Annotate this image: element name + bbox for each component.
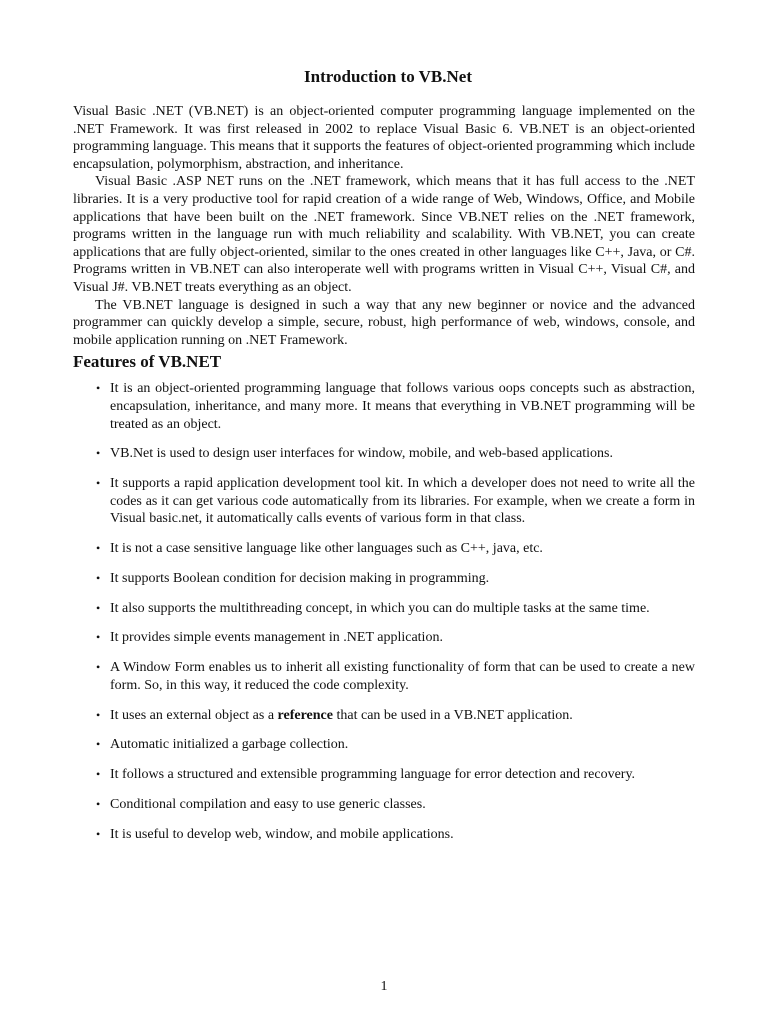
list-item-text: VB.Net is used to design user interfaces for window, mobile, and web-based applications. xyxy=(110,446,613,462)
document-page xyxy=(73,66,695,855)
list-item-reference xyxy=(73,707,695,725)
bullet-icon: • xyxy=(96,446,101,461)
list-item xyxy=(73,570,695,588)
list-item xyxy=(73,600,695,618)
list-item-text: It is not a case sensitive language like other languages such as C++, java, etc. xyxy=(110,541,543,557)
bullet-icon: • xyxy=(96,826,101,841)
design-paragraph: The VB.NET language is designed in such a way that any new beginner or novice and the advanced programmer can quickly develop a simple, secure, robust, high performance of web, windows, console, and mobile application running on .NET Framework. xyxy=(73,297,695,348)
bullet-icon: • xyxy=(96,381,101,396)
list-item xyxy=(73,445,695,463)
list-item-text: It provides simple events management in .NET application. xyxy=(110,630,443,646)
list-item xyxy=(73,826,695,844)
features-heading: Features of VB.NET xyxy=(73,352,222,372)
list-item xyxy=(73,475,695,528)
bullet-icon: • xyxy=(96,476,101,491)
list-item-text: Conditional compilation and easy to use generic classes. xyxy=(110,796,426,812)
reference-term: reference xyxy=(277,707,333,723)
list-item xyxy=(73,766,695,784)
bullet-icon: • xyxy=(96,570,101,585)
page-title: Introduction to VB.Net xyxy=(304,67,472,86)
features-list xyxy=(73,380,695,843)
list-item xyxy=(73,659,695,694)
list-item xyxy=(73,629,695,647)
bullet-icon: • xyxy=(96,600,101,615)
page-number: 1 xyxy=(380,979,388,994)
list-item xyxy=(73,380,695,433)
list-item-text: It supports a rapid application development tool kit. In which a developer does not need to write all the codes as it can get various code automatically from its libraries. For example, when we create a form in Visual basic.net, it automatically calls events of various form in that class. xyxy=(110,476,695,527)
bullet-icon: • xyxy=(96,796,101,811)
bullet-icon: • xyxy=(96,660,101,675)
list-item-text-after: that can be used in a VB.NET application. xyxy=(333,707,573,723)
bullet-icon: • xyxy=(96,541,101,556)
bullet-icon: • xyxy=(96,767,101,782)
list-item-text: It follows a structured and extensible programming language for error detection and recovery. xyxy=(110,767,636,783)
list-item-text: A Window Form enables us to inherit all existing functionality of form that can be used to create a new form. So, in this way, it reduced the code complexity. xyxy=(110,660,695,693)
list-item-text-before: It uses an external object as a xyxy=(110,707,278,723)
bullet-icon: • xyxy=(96,707,101,722)
list-item xyxy=(73,736,695,754)
list-item-text: It supports Boolean condition for decision making in programming. xyxy=(110,570,490,586)
framework-paragraph: Visual Basic .ASP NET runs on the .NET framework, which means that it has full access to the .NET libraries. It is a very productive tool for rapid creation of a wide range of Web, Windows, Office, and Mobile applications that have been built on the .NET framework. Since VB.NET relies on the .NET framework, programs written in the language run with much reliability and scalability. With VB.NET, you can create applications that are fully object-oriented, similar to the ones created in other languages like C++, Java, or C#. Programs written in VB.NET can also interoperate well with programs written in Visual C++, Visual C#, and Visual J#. VB.NET treats everything as an object. xyxy=(73,174,695,295)
bullet-icon: • xyxy=(96,737,101,752)
bullet-icon: • xyxy=(96,630,101,645)
list-item xyxy=(73,796,695,814)
list-item xyxy=(73,540,695,558)
list-item-text: Automatic initialized a garbage collection. xyxy=(110,737,349,753)
list-item-text: It is an object-oriented programming language that follows various oops concepts such as abstraction, encapsulation, inheritance, and many more. It means that everything in VB.NET programming will be treated as an object. xyxy=(110,381,695,432)
list-item-text: It also supports the multithreading concept, in which you can do multiple tasks at the same time. xyxy=(110,600,650,616)
intro-paragraph: Visual Basic .NET (VB.NET) is an object-oriented computer programming language implemented on the .NET Framework. It was first released in 2002 to replace Visual Basic 6. VB.NET is an object-oriented programming language. This means that it supports the features of object-oriented programming which include encapsulation, polymorphism, abstraction, and inheritance. xyxy=(73,104,695,172)
list-item-text: It is useful to develop web, window, and mobile applications. xyxy=(110,826,454,842)
